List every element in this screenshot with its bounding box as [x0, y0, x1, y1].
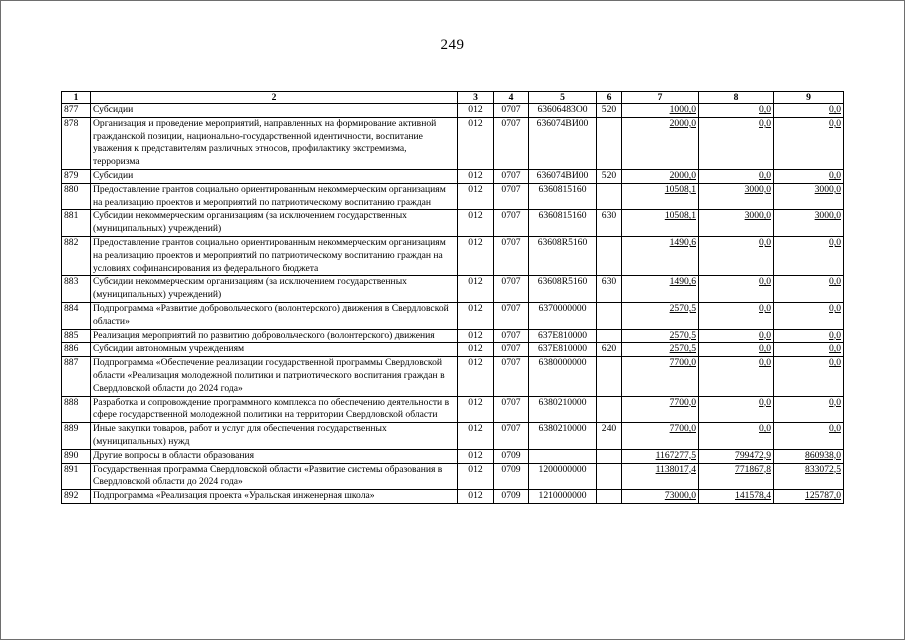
row-name-cell: Реализация мероприятий по развитию добровольческого (волонтерского) движения — [91, 329, 458, 343]
row-number-cell: 877 — [62, 104, 91, 118]
section-code-cell: 0707 — [494, 396, 529, 423]
row-name-cell: Предоставление грантов социально ориентированным некоммерческим организациям на реализацию проектов и мероприятий по патриотическому воспитанию граждан — [91, 183, 458, 210]
section-code-cell: 0707 — [494, 329, 529, 343]
row-name-cell: Разработка и сопровождение программного комплекса по обеспечению деятельности в сфере государственной молодежной политики на территории Свердловской области — [91, 396, 458, 423]
amount-col9-value: 0,0 — [829, 117, 841, 129]
amount-col8-value: 0,0 — [759, 423, 771, 435]
target-article-cell: 637Е810000 — [529, 343, 597, 357]
amount-col8-cell — [699, 210, 774, 237]
header-cell-8: 8 — [699, 92, 774, 104]
ministry-code-cell: 012 — [458, 343, 494, 357]
amount-col8-cell — [699, 423, 774, 450]
target-article-cell: 1200000000 — [529, 463, 597, 490]
table-row — [62, 104, 844, 118]
amount-col9-value: 0,0 — [829, 343, 841, 355]
amount-col9-cell — [774, 117, 844, 169]
row-number-cell: 886 — [62, 343, 91, 357]
row-number-cell: 890 — [62, 449, 91, 463]
amount-col8-value: 0,0 — [759, 236, 771, 248]
expense-type-cell: 240 — [597, 423, 622, 450]
expense-type-cell: 520 — [597, 169, 622, 183]
section-code-cell: 0707 — [494, 210, 529, 237]
row-number-cell: 884 — [62, 302, 91, 329]
target-article-cell — [529, 449, 597, 463]
row-number-cell: 881 — [62, 210, 91, 237]
header-row — [62, 92, 844, 104]
amount-col8-value: 0,0 — [759, 276, 771, 288]
amount-col7-cell — [622, 169, 699, 183]
amount-col8-value: 3000,0 — [744, 183, 771, 195]
amount-col8-value: 0,0 — [759, 343, 771, 355]
amount-col7-cell — [622, 276, 699, 303]
section-code-cell: 0709 — [494, 463, 529, 490]
amount-col7-cell — [622, 463, 699, 490]
amount-col7-value: 2570,5 — [669, 343, 696, 355]
amount-col8-cell — [699, 357, 774, 396]
expense-type-cell: 630 — [597, 276, 622, 303]
table-row — [62, 463, 844, 490]
amount-col7-value: 2000,0 — [669, 117, 696, 129]
amount-col9-value: 0,0 — [829, 236, 841, 248]
amount-col7-cell — [622, 302, 699, 329]
amount-col9-cell — [774, 210, 844, 237]
section-code-cell: 0707 — [494, 104, 529, 118]
table-row — [62, 169, 844, 183]
amount-col7-value: 10508,1 — [664, 210, 696, 222]
amount-col9-cell — [774, 343, 844, 357]
row-name-cell: Подпрограмма «Развитие добровольческого (волонтерского) движения в Свердловской области» — [91, 302, 458, 329]
section-code-cell: 0707 — [494, 276, 529, 303]
section-code-cell: 0707 — [494, 236, 529, 275]
amount-col9-cell — [774, 183, 844, 210]
budget-table — [61, 91, 844, 504]
table-row — [62, 396, 844, 423]
row-name-cell: Подпрограмма «Обеспечение реализации государственной программы Свердловской области «Реализация молодежной политики и патриотического воспитания граждан в Свердловской области до 2024 года» — [91, 357, 458, 396]
amount-col8-value: 0,0 — [759, 169, 771, 181]
table-row — [62, 423, 844, 450]
row-name-cell: Иные закупки товаров, работ и услуг для обеспечения государственных (муниципальных) нужд — [91, 423, 458, 450]
section-code-cell: 0707 — [494, 169, 529, 183]
row-number-cell: 883 — [62, 276, 91, 303]
amount-col7-value: 10508,1 — [664, 183, 696, 195]
amount-col8-cell — [699, 276, 774, 303]
page-number: 249 — [440, 37, 465, 53]
amount-col9-cell — [774, 104, 844, 118]
table-row — [62, 449, 844, 463]
amount-col9-cell — [774, 490, 844, 504]
amount-col7-value: 1490,6 — [669, 236, 696, 248]
amount-col8-value: 771867,8 — [735, 463, 771, 475]
ministry-code-cell: 012 — [458, 463, 494, 490]
amount-col8-value: 141578,4 — [735, 490, 771, 502]
amount-col9-cell — [774, 357, 844, 396]
amount-col9-cell — [774, 463, 844, 490]
row-name-cell: Предоставление грантов социально ориентированным некоммерческим организациям на реализацию проектов и мероприятий по патриотическому воспитанию граждан на условиях софинансирования из федерального бюджета — [91, 236, 458, 275]
expense-type-cell — [597, 302, 622, 329]
ministry-code-cell: 012 — [458, 302, 494, 329]
amount-col9-value: 0,0 — [829, 423, 841, 435]
row-number-cell: 882 — [62, 236, 91, 275]
amount-col9-value: 0,0 — [829, 396, 841, 408]
ministry-code-cell: 012 — [458, 276, 494, 303]
expense-type-cell: 630 — [597, 210, 622, 237]
target-article-cell: 6380000000 — [529, 357, 597, 396]
row-name-cell: Субсидии некоммерческим организациям (за исключением государственных (муниципальных) учреждений) — [91, 210, 458, 237]
amount-col8-value: 799472,9 — [735, 449, 771, 461]
amount-col8-cell — [699, 343, 774, 357]
amount-col7-value: 1490,6 — [669, 276, 696, 288]
ministry-code-cell: 012 — [458, 423, 494, 450]
amount-col7-cell — [622, 117, 699, 169]
section-code-cell: 0709 — [494, 490, 529, 504]
amount-col9-cell — [774, 236, 844, 275]
amount-col7-value: 2570,5 — [669, 329, 696, 341]
amount-col8-cell — [699, 396, 774, 423]
table-row — [62, 343, 844, 357]
section-code-cell: 0707 — [494, 183, 529, 210]
amount-col8-cell — [699, 329, 774, 343]
header-cell-5: 5 — [529, 92, 597, 104]
table-row — [62, 276, 844, 303]
amount-col7-value: 1000,0 — [669, 104, 696, 115]
amount-col7-value: 7700,0 — [669, 423, 696, 435]
table-row — [62, 357, 844, 396]
expense-type-cell — [597, 463, 622, 490]
amount-col7-value: 7700,0 — [669, 357, 696, 369]
amount-col8-cell — [699, 490, 774, 504]
amount-col8-cell — [699, 117, 774, 169]
table-row — [62, 117, 844, 169]
target-article-cell: 1210000000 — [529, 490, 597, 504]
expense-type-cell — [597, 329, 622, 343]
row-number-cell: 891 — [62, 463, 91, 490]
expense-type-cell — [597, 490, 622, 504]
expense-type-cell — [597, 236, 622, 275]
header-cell-9: 9 — [774, 92, 844, 104]
amount-col9-value: 3000,0 — [814, 183, 841, 195]
amount-col8-cell — [699, 463, 774, 490]
amount-col8-value: 0,0 — [759, 396, 771, 408]
amount-col9-value: 0,0 — [829, 302, 841, 314]
amount-col7-value: 73000,0 — [664, 490, 696, 502]
table-row — [62, 236, 844, 275]
amount-col9-value: 0,0 — [829, 357, 841, 369]
row-name-cell: Подпрограмма «Реализация проекта «Уральская инженерная школа» — [91, 490, 458, 504]
amount-col7-value: 1138017,4 — [655, 463, 696, 475]
amount-col7-cell — [622, 449, 699, 463]
amount-col9-value: 0,0 — [829, 329, 841, 341]
amount-col7-cell — [622, 210, 699, 237]
amount-col7-value: 2000,0 — [669, 169, 696, 181]
amount-col9-cell — [774, 423, 844, 450]
expense-type-cell — [597, 357, 622, 396]
row-number-cell: 889 — [62, 423, 91, 450]
target-article-cell: 6380210000 — [529, 423, 597, 450]
amount-col7-cell — [622, 357, 699, 396]
row-number-cell: 888 — [62, 396, 91, 423]
amount-col9-value: 833072,5 — [805, 463, 841, 475]
amount-col8-value: 0,0 — [759, 104, 771, 115]
amount-col7-cell — [622, 329, 699, 343]
amount-col9-value: 125787,0 — [805, 490, 841, 502]
ministry-code-cell: 012 — [458, 396, 494, 423]
row-name-cell: Субсидии — [91, 104, 458, 118]
amount-col8-cell — [699, 183, 774, 210]
amount-col8-cell — [699, 236, 774, 275]
amount-col9-cell — [774, 329, 844, 343]
table-row — [62, 329, 844, 343]
table-row — [62, 302, 844, 329]
amount-col7-cell — [622, 104, 699, 118]
ministry-code-cell: 012 — [458, 169, 494, 183]
ministry-code-cell: 012 — [458, 183, 494, 210]
section-code-cell: 0707 — [494, 343, 529, 357]
table-row — [62, 183, 844, 210]
amount-col9-cell — [774, 302, 844, 329]
section-code-cell: 0709 — [494, 449, 529, 463]
amount-col9-value: 3000,0 — [814, 210, 841, 222]
row-name-cell: Организация и проведение мероприятий, направленных на формирование активной гражданской позиции, национально-государственной идентичности, воспитание уважения к представителям различных этносов, профилактику экстремизма, терроризма — [91, 117, 458, 169]
target-article-cell: 63608R5160 — [529, 236, 597, 275]
amount-col8-cell — [699, 104, 774, 118]
section-code-cell: 0707 — [494, 357, 529, 396]
target-article-cell: 636074ВИ00 — [529, 117, 597, 169]
ministry-code-cell: 012 — [458, 117, 494, 169]
amount-col9-value: 0,0 — [829, 169, 841, 181]
header-cell-6: 6 — [597, 92, 622, 104]
amount-col9-value: 0,0 — [829, 276, 841, 288]
amount-col7-cell — [622, 423, 699, 450]
table-row — [62, 490, 844, 504]
amount-col8-value: 3000,0 — [744, 210, 771, 222]
row-name-cell: Субсидии — [91, 169, 458, 183]
target-article-cell: 637Е810000 — [529, 329, 597, 343]
header-cell-7: 7 — [622, 92, 699, 104]
amount-col8-value: 0,0 — [759, 357, 771, 369]
expense-type-cell — [597, 396, 622, 423]
amount-col8-cell — [699, 449, 774, 463]
row-name-cell: Государственная программа Свердловской области «Развитие системы образования в Свердловской области до 2024 года» — [91, 463, 458, 490]
amount-col9-cell — [774, 396, 844, 423]
expense-type-cell — [597, 117, 622, 169]
header-cell-1: 1 — [62, 92, 91, 104]
target-article-cell: 63606483О0 — [529, 104, 597, 118]
row-number-cell: 879 — [62, 169, 91, 183]
expense-type-cell: 520 — [597, 104, 622, 118]
target-article-cell: 636074ВИ00 — [529, 169, 597, 183]
target-article-cell: 6360815160 — [529, 210, 597, 237]
amount-col8-value: 0,0 — [759, 302, 771, 314]
row-number-cell: 878 — [62, 117, 91, 169]
amount-col9-value: 860938,0 — [805, 449, 841, 461]
amount-col7-value: 7700,0 — [669, 396, 696, 408]
row-number-cell: 887 — [62, 357, 91, 396]
ministry-code-cell: 012 — [458, 357, 494, 396]
amount-col8-value: 0,0 — [759, 117, 771, 129]
amount-col7-cell — [622, 236, 699, 275]
amount-col8-cell — [699, 169, 774, 183]
expense-type-cell — [597, 449, 622, 463]
amount-col7-value: 2570,5 — [669, 302, 696, 314]
target-article-cell: 6370000000 — [529, 302, 597, 329]
amount-col8-value: 0,0 — [759, 329, 771, 341]
amount-col8-cell — [699, 302, 774, 329]
target-article-cell: 6360815160 — [529, 183, 597, 210]
target-article-cell: 6380210000 — [529, 396, 597, 423]
row-number-cell: 885 — [62, 329, 91, 343]
header-cell-3: 3 — [458, 92, 494, 104]
ministry-code-cell: 012 — [458, 104, 494, 118]
section-code-cell: 0707 — [494, 117, 529, 169]
row-name-cell: Субсидии автономным учреждениям — [91, 343, 458, 357]
amount-col9-cell — [774, 276, 844, 303]
target-article-cell: 63608R5160 — [529, 276, 597, 303]
amount-col7-cell — [622, 396, 699, 423]
ministry-code-cell: 012 — [458, 210, 494, 237]
expense-type-cell — [597, 183, 622, 210]
table-row — [62, 210, 844, 237]
row-name-cell: Субсидии некоммерческим организациям (за исключением государственных (муниципальных) учреждений) — [91, 276, 458, 303]
section-code-cell: 0707 — [494, 302, 529, 329]
header-cell-4: 4 — [494, 92, 529, 104]
amount-col7-value: 1167277,5 — [655, 449, 696, 461]
row-number-cell: 892 — [62, 490, 91, 504]
section-code-cell: 0707 — [494, 423, 529, 450]
amount-col7-cell — [622, 490, 699, 504]
amount-col9-value: 0,0 — [829, 104, 841, 115]
expense-type-cell: 620 — [597, 343, 622, 357]
ministry-code-cell: 012 — [458, 449, 494, 463]
amount-col9-cell — [774, 449, 844, 463]
header-cell-2: 2 — [91, 92, 458, 104]
amount-col9-cell — [774, 169, 844, 183]
row-name-cell: Другие вопросы в области образования — [91, 449, 458, 463]
amount-col7-cell — [622, 183, 699, 210]
row-number-cell: 880 — [62, 183, 91, 210]
amount-col7-cell — [622, 343, 699, 357]
ministry-code-cell: 012 — [458, 490, 494, 504]
ministry-code-cell: 012 — [458, 329, 494, 343]
ministry-code-cell: 012 — [458, 236, 494, 275]
